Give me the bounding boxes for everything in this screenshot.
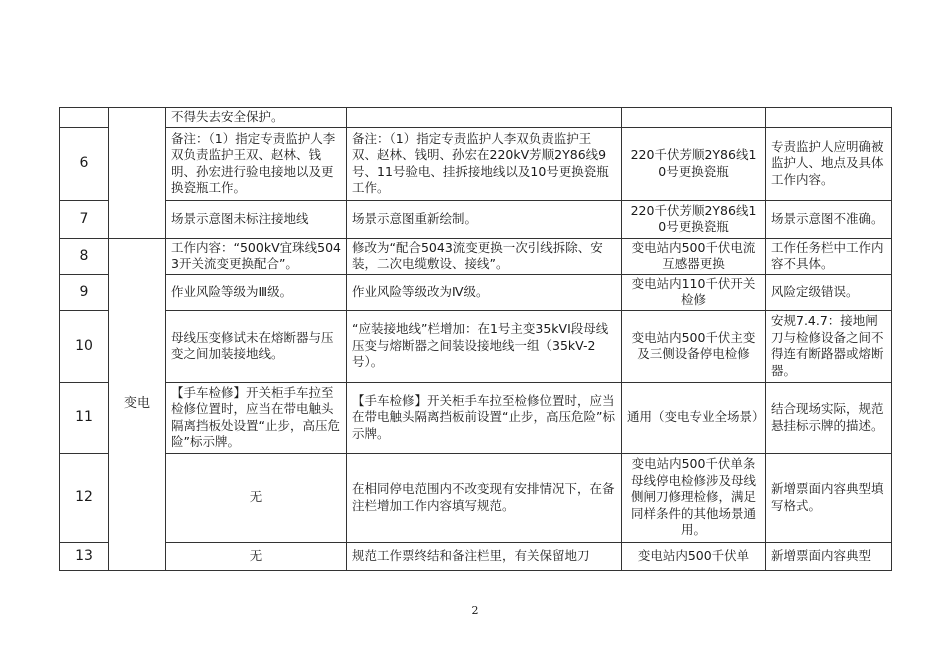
scenario-cell: 变电站内110千伏开关检修 xyxy=(622,274,766,310)
reason-cell: 专责监护人应明确被监护人、地点及具体工作内容。 xyxy=(766,127,892,200)
row-number: 7 xyxy=(60,200,109,238)
table-row xyxy=(60,127,892,200)
revision-table xyxy=(59,107,892,571)
reason-cell: 工作任务栏中工作内容不具体。 xyxy=(766,238,892,274)
revised-content-cell: 备注：（1）指定专责监护人李双负责监护王双、赵林、钱明、孙宏在220kV芳顺2Y86线9号、11号验电、挂拆接地线以及10号更换瓷瓶工作。 xyxy=(347,127,622,200)
table-row xyxy=(60,542,892,570)
table-row xyxy=(60,200,892,238)
row-number: 12 xyxy=(60,453,109,542)
scenario-cell: 变电站内500千伏电流互感器更换 xyxy=(622,238,766,274)
scenario-cell: 变电站内500千伏单 xyxy=(622,542,766,570)
reason-cell: 场景示意图不准确。 xyxy=(766,200,892,238)
table-row xyxy=(60,274,892,310)
row-number: 13 xyxy=(60,542,109,570)
original-content-cell: 备注：（1）指定专责监护人李双负责监护王双、赵林、钱明、孙宏进行验电接地以及更换瓷瓶工作。 xyxy=(166,127,347,200)
original-content-cell: 作业风险等级为Ⅲ级。 xyxy=(166,274,347,310)
scenario-cell xyxy=(622,108,766,128)
original-content-cell: 工作内容：“500kV宜珠线5043开关流变更换配合”。 xyxy=(166,238,347,274)
reason-cell: 风险定级错误。 xyxy=(766,274,892,310)
table-row xyxy=(60,310,892,382)
row-number: 11 xyxy=(60,382,109,453)
revised-content-cell: 在相同停电范围内不改变现有安排情况下，在备注栏增加工作内容填写规范。 xyxy=(347,453,622,542)
revised-content-cell: 【手车检修】开关柜手车拉至检修位置时，应当在带电触头隔离挡板前设置“止步，高压危险”标示牌。 xyxy=(347,382,622,453)
original-content-cell: 无 xyxy=(166,453,347,542)
table-row xyxy=(60,108,892,128)
row-number: 10 xyxy=(60,310,109,382)
revised-content-cell: 作业风险等级改为Ⅳ级。 xyxy=(347,274,622,310)
scenario-cell: 变电站内500千伏单条母线停电检修涉及母线侧闸刀修理检修，满足同样条件的其他场景通用。 xyxy=(622,453,766,542)
scenario-cell: 220千伏芳顺2Y86线10号更换瓷瓶 xyxy=(622,200,766,238)
original-content-cell: 【手车检修】开关柜手车拉至检修位置时，应当在带电触头隔离挡板处设置“止步，高压危险”标示牌。 xyxy=(166,382,347,453)
scenario-cell: 变电站内500千伏主变及三侧设备停电检修 xyxy=(622,310,766,382)
row-number xyxy=(60,108,109,128)
original-content-cell: 场景示意图未标注接地线 xyxy=(166,200,347,238)
revised-content-cell: “应装接地线”栏增加：在1号主变35kVⅠ段母线压变与熔断器之间装设接地线一组（35kV-2号）。 xyxy=(347,310,622,382)
table-row xyxy=(60,453,892,542)
category-cell-empty xyxy=(109,108,166,239)
reason-cell: 安规7.4.7：接地闸刀与检修设备之间不得连有断路器或熔断器。 xyxy=(766,310,892,382)
category-cell: 变电 xyxy=(109,238,166,570)
page-number: 2 xyxy=(471,604,479,617)
reason-cell xyxy=(766,108,892,128)
revised-content-cell: 修改为“配合5043流变更换一次引线拆除、安装，二次电缆敷设、接线”。 xyxy=(347,238,622,274)
row-number: 6 xyxy=(60,127,109,200)
scenario-cell: 通用（变电专业全场景） xyxy=(622,382,766,453)
scenario-cell: 220千伏芳顺2Y86线10号更换瓷瓶 xyxy=(622,127,766,200)
table-row xyxy=(60,238,892,274)
reason-cell: 结合现场实际，规范悬挂标示牌的描述。 xyxy=(766,382,892,453)
original-content-cell: 无 xyxy=(166,542,347,570)
row-number: 8 xyxy=(60,238,109,274)
table-row xyxy=(60,382,892,453)
reason-cell: 新增票面内容典型填写格式。 xyxy=(766,453,892,542)
original-content-cell: 不得失去安全保护。 xyxy=(166,108,347,128)
original-content-cell: 母线压变修试未在熔断器与压变之间加装接地线。 xyxy=(166,310,347,382)
row-number: 9 xyxy=(60,274,109,310)
revised-content-cell: 场景示意图重新绘制。 xyxy=(347,200,622,238)
revised-content-cell xyxy=(347,108,622,128)
reason-cell: 新增票面内容典型 xyxy=(766,542,892,570)
revised-content-cell: 规范工作票终结和备注栏里，有关保留地刀 xyxy=(347,542,622,570)
